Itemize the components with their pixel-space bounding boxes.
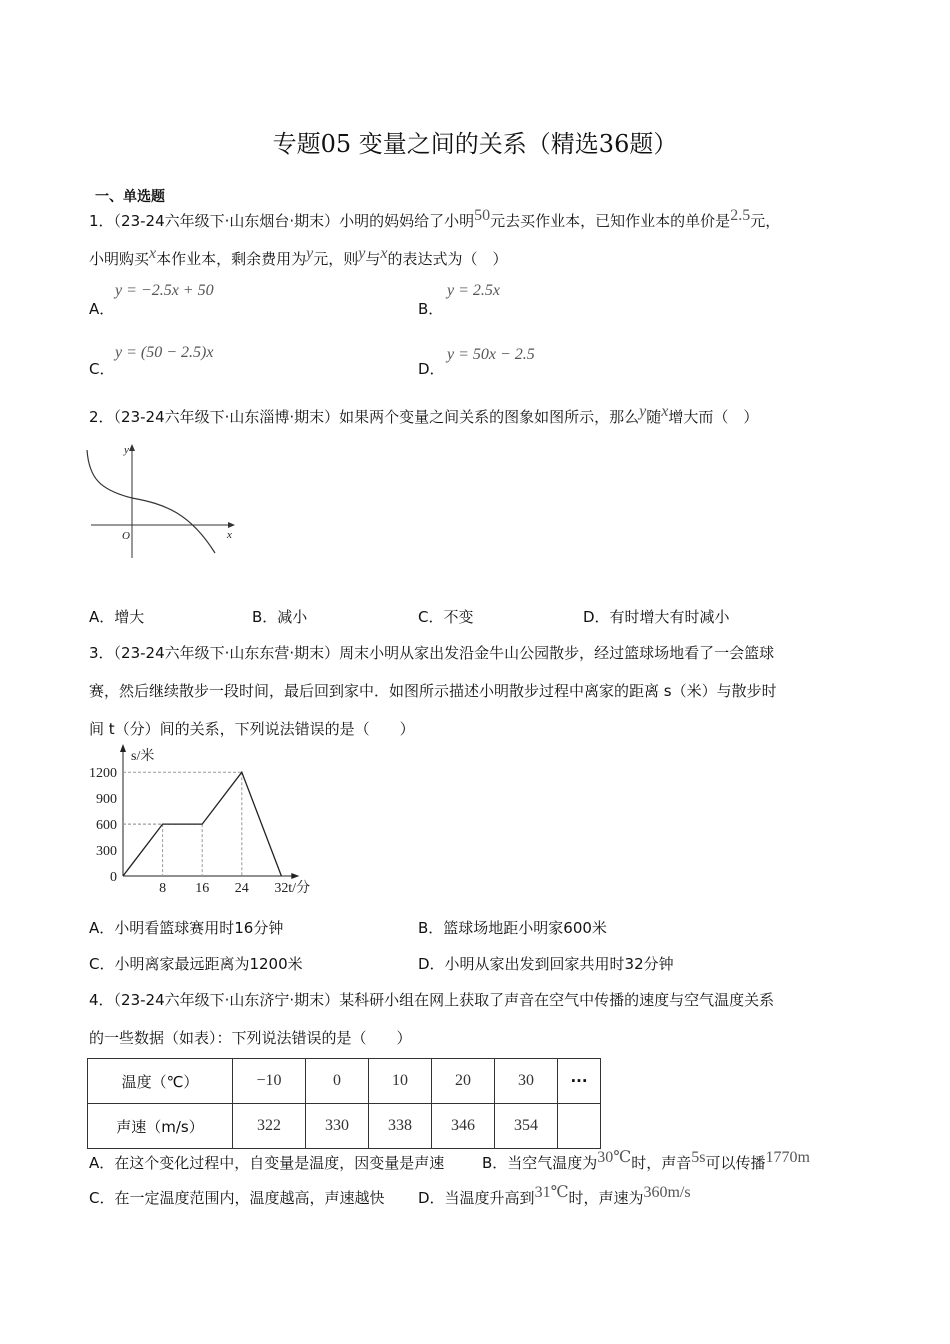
q1-option-d[interactable]: D．: [418, 360, 445, 378]
text: 元去买作业本，已知作业本的单价是: [490, 212, 731, 230]
x-axis-label: t/分: [288, 881, 311, 896]
text: 2．（23-24六年级下·山东淄博·期末）如果两个变量之间关系的图象如图所示，那么: [89, 408, 640, 426]
text: 的表达式为（ ）: [387, 250, 508, 268]
math: 31℃: [534, 1184, 569, 1201]
math: y: [639, 403, 647, 420]
table-cell: ···: [558, 1059, 601, 1104]
text: 随: [646, 408, 662, 426]
table-cell: 20: [432, 1059, 495, 1104]
q4-line2: 的一些数据（如表）：下列说法错误的是（ ）: [89, 1029, 412, 1047]
text: 增大而（ ）: [668, 408, 759, 426]
x-tick-label: 16: [195, 881, 210, 896]
math: 1770m: [765, 1149, 810, 1166]
origin-label: O: [122, 530, 130, 542]
q2-option-c[interactable]: C．不变: [418, 608, 474, 626]
q3-line2: 赛，然后继续散步一段时间，最后回到家中．如图所示描述小明散步过程中离家的距离 s（米）与散步时: [89, 682, 777, 700]
text: B．当空气温度为: [482, 1154, 598, 1172]
q4-line1: 4．（23-24六年级下·山东济宁·期末）某科研小组在网上获取了声音在空气中传播的速度与空气温度关系: [89, 991, 775, 1009]
q2-question: [89, 403, 759, 427]
table-cell: −10: [233, 1059, 306, 1104]
math: x: [149, 245, 157, 262]
q4-option-d[interactable]: [418, 1184, 691, 1208]
math: 5s: [691, 1149, 706, 1166]
q2-option-d[interactable]: D．有时增大有时减小: [583, 608, 730, 626]
table-cell: 温度（℃）: [88, 1059, 233, 1104]
text: 小明购买: [89, 250, 150, 268]
math: y: [306, 245, 314, 262]
text: 1．（23-24六年级下·山东烟台·期末）小明的妈妈给了小明: [89, 212, 475, 230]
y-tick-label: 300: [96, 844, 117, 860]
q4-option-b[interactable]: [482, 1149, 810, 1173]
q3-option-d[interactable]: D．小明从家出发到回家共用时32分钟: [418, 955, 674, 973]
q4-option-a[interactable]: A．在这个变化过程中，自变量是温度，因变量是声速: [89, 1154, 445, 1172]
math: 2.5: [730, 207, 751, 224]
q2-graph: [85, 438, 245, 563]
table-cell: [558, 1104, 601, 1149]
page-title: 专题05 变量之间的关系（精选36题）: [272, 130, 678, 158]
x-axis-arrow: [228, 522, 235, 528]
x-tick-label: 24: [234, 881, 249, 896]
table-cell: 声速（m/s）: [88, 1104, 233, 1149]
table-cell: 354: [495, 1104, 558, 1149]
text: D．当温度升高到: [418, 1189, 535, 1207]
y-axis-arrow: [120, 744, 126, 752]
table-row: [88, 1104, 601, 1149]
q2-option-b[interactable]: B．减小: [252, 608, 308, 626]
curve: [87, 450, 215, 553]
x-axis-arrow: [291, 873, 299, 879]
q1-option-b[interactable]: B．: [418, 300, 444, 318]
q3-option-b[interactable]: B．篮球场地距小明家600米: [418, 919, 607, 937]
q1-option-a-formula: y = −2.5x + 50: [115, 282, 214, 299]
table-cell: 0: [306, 1059, 369, 1104]
q3-option-a[interactable]: A．小明看篮球赛用时16分钟: [89, 919, 284, 937]
y-tick-label: 600: [96, 818, 117, 834]
y-axis-arrow: [129, 444, 135, 451]
text: 本作业本，剩余费用为: [156, 250, 307, 268]
text: 元，则: [313, 250, 359, 268]
q1-option-b-formula: y = 2.5x: [447, 282, 500, 299]
text: 可以传播: [705, 1154, 766, 1172]
table-cell: 346: [432, 1104, 495, 1149]
q1-option-c-formula: y = (50 − 2.5)x: [115, 344, 214, 361]
math: x: [661, 403, 669, 420]
q1-line1: [89, 207, 781, 231]
text: 时，声速为: [568, 1189, 644, 1207]
text: 与: [365, 250, 381, 268]
q1-option-d-formula: y = 50x − 2.5: [447, 346, 535, 363]
table-cell: 322: [233, 1104, 306, 1149]
table-cell: 30: [495, 1059, 558, 1104]
y-tick-label: 0: [110, 870, 117, 885]
text: 时，声音: [631, 1154, 692, 1172]
q3-line3: 间 t（分）间的关系，下列说法错误的是（ ）: [89, 720, 415, 738]
y-axis-label: s/米: [131, 749, 155, 764]
y-tick-label: 900: [96, 792, 117, 808]
q4-option-c[interactable]: C．在一定温度范围内，温度越高，声速越快: [89, 1189, 385, 1207]
q3-line1: 3．（23-24六年级下·山东东营·期末）周末小明从家出发沿金牛山公园散步，经过篮球场地看了一会篮球: [89, 644, 775, 662]
q4-table: [87, 1058, 601, 1149]
q1-line2: [89, 245, 508, 269]
x-tick-label: 32: [274, 881, 289, 896]
q1-option-c[interactable]: C．: [89, 360, 115, 378]
table-cell: 10: [369, 1059, 432, 1104]
math: 50: [474, 207, 491, 224]
y-label: y: [124, 444, 129, 456]
x-tick-label: 8: [159, 881, 167, 896]
section-heading: 一、单选题: [95, 189, 165, 205]
text: 元，: [750, 212, 781, 230]
table-cell: 330: [306, 1104, 369, 1149]
q1-option-a[interactable]: A．: [89, 300, 115, 318]
math: x: [380, 245, 388, 262]
math: y: [358, 245, 366, 262]
math: 360m/s: [643, 1184, 691, 1201]
q3-option-c[interactable]: C．小明离家最远距离为1200米: [89, 955, 303, 973]
table-row: [88, 1059, 601, 1104]
table-cell: 338: [369, 1104, 432, 1149]
q3-chart: [80, 740, 360, 900]
y-tick-label: 1200: [89, 766, 117, 782]
q2-option-a[interactable]: A．增大: [89, 608, 145, 626]
math: 30℃: [597, 1149, 632, 1166]
x-label: x: [227, 529, 232, 541]
